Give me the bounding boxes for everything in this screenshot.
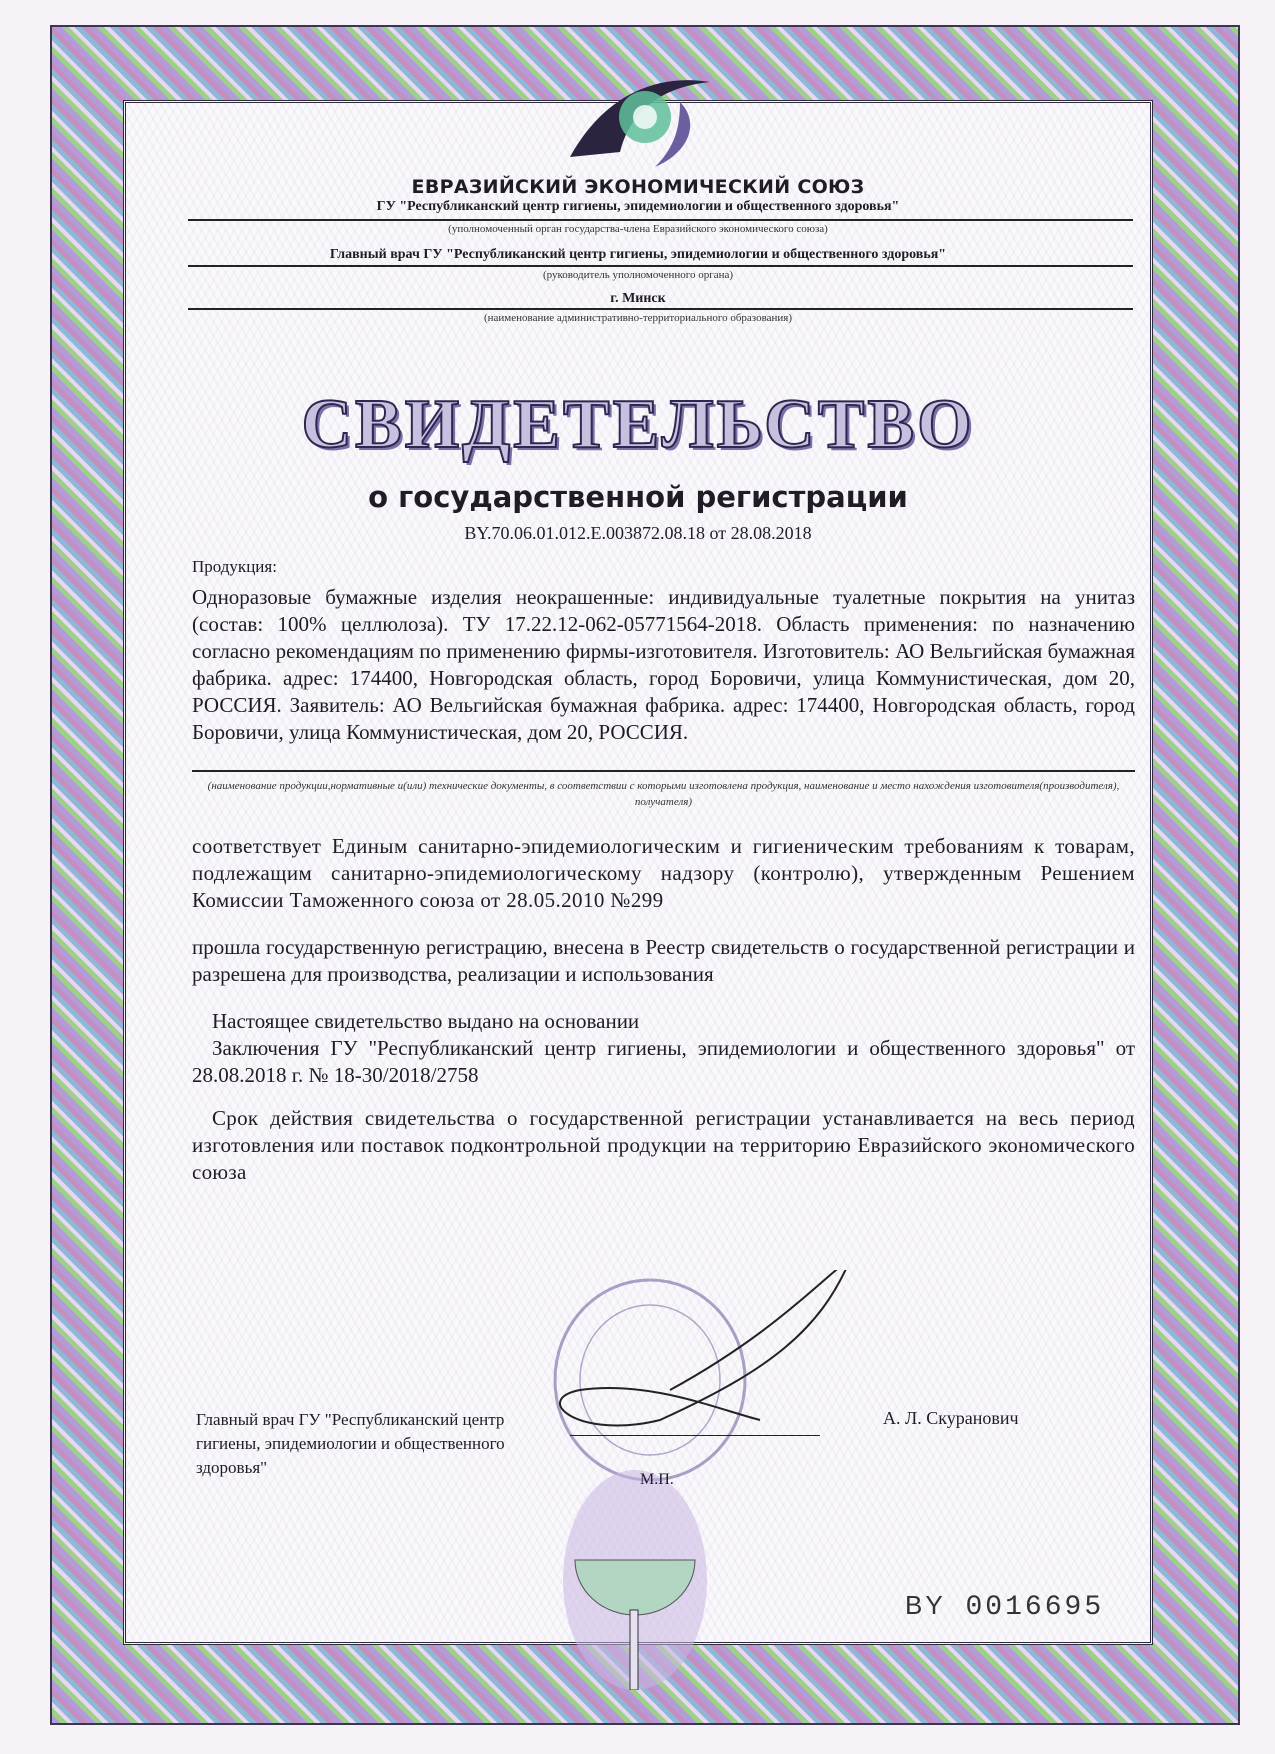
city-caption: (наименование административно-территориального образования) xyxy=(483,312,793,324)
serial-prefix: BY xyxy=(905,1590,946,1620)
signer-name: А. Л. Скуранович xyxy=(883,1408,1019,1428)
union-name: ЕВРАЗИЙСКИЙ ЭКОНОМИЧЕСКИЙ СОЮЗ xyxy=(411,176,865,198)
divider xyxy=(188,265,1133,267)
serial-number xyxy=(905,1590,1104,1623)
product-label: Продукция: xyxy=(192,557,277,576)
registration-text: прошла государственную регистрацию, внесена в Реестр свидетельств о государственной регистрации и разрешена для производства, реализации и использования xyxy=(192,935,1135,986)
compliance-text: соответствует Единым санитарно-эпидемиологическим и гигиеническим требованиям к товарам, подлежащим санитарно-эпидемиологическому надзору (контролю), утвержденным Решением Комиссии Таможенного союза от 28.05.2010 №299 xyxy=(192,834,1135,912)
city: г. Минск xyxy=(610,291,666,306)
seal-mark: М.П. xyxy=(640,1471,674,1488)
divider xyxy=(188,308,1133,310)
eaeu-logo-icon xyxy=(560,62,720,172)
product-caption: (наименование продукции,нормативные и(или) технические документы, в соответствии с которыми изготовлена продукция, наименование и место нахождения изготовителя(производителя), получателя) xyxy=(207,780,1120,808)
validity-text: Срок действия свидетельства о государственной регистрации устанавливается на весь период изготовления или поставок подконтрольной продукции на территорию Евразийского экономического союза xyxy=(192,1106,1135,1184)
head-name: Главный врач ГУ "Республиканский центр гигиены, эпидемиологии и общественного здоровья" xyxy=(329,247,947,262)
authority-name: ГУ "Республиканский центр гигиены, эпидемиологии и общественного здоровья" xyxy=(376,199,900,214)
divider xyxy=(188,219,1133,221)
basis-text-1: Настоящее свидетельство выдано на основании xyxy=(212,1009,640,1033)
certificate-subtitle: о государственной регистрации xyxy=(368,480,908,514)
serial-digits: 0016695 xyxy=(965,1592,1105,1623)
signature-line xyxy=(570,1435,820,1436)
basis-text-2: Заключения ГУ "Республиканский центр гигиены, эпидемиологии и общественного здоровья" от 28.08.2018 г. № 18-30/2018/2758 xyxy=(192,1036,1135,1087)
head-caption: (руководитель уполномоченного органа) xyxy=(542,269,734,281)
product-description: Одноразовые бумажные изделия неокрашенные: индивидуальные туалетные покрытия на унитаз (состав: 100% целлюлоза). ТУ 17.22.12-062-05771564-2018. Область применения: по назначению согласно рекомендациям по применению фирмы-изготовителя. Изготовитель: АО Вельгийская бумажная фабрика. адрес: 174400, Новгородская область, город Боровичи, улица Коммунистическая, дом 20, РОССИЯ. Заявитель: АО Вельгийская бумажная фабрика. адрес: 174400, Новгородская область, город Боровичи, улица Коммунистическая, дом 20, РОССИЯ. xyxy=(192,585,1135,744)
authority-caption: (уполномоченный орган государства-члена Евразийского экономического союза) xyxy=(448,223,828,235)
divider xyxy=(192,770,1135,772)
signer-position: Главный врач ГУ "Республиканский центр гигиены, эпидемиологии и общественного здоровья" xyxy=(196,1410,505,1477)
seal-and-emblem-icon xyxy=(520,1270,880,1690)
registration-number: BY.70.06.01.012.E.003872.08.18 от 28.08.2018 xyxy=(464,523,812,543)
certificate-title: СВИДЕТЕЛЬСТВО xyxy=(301,386,975,463)
